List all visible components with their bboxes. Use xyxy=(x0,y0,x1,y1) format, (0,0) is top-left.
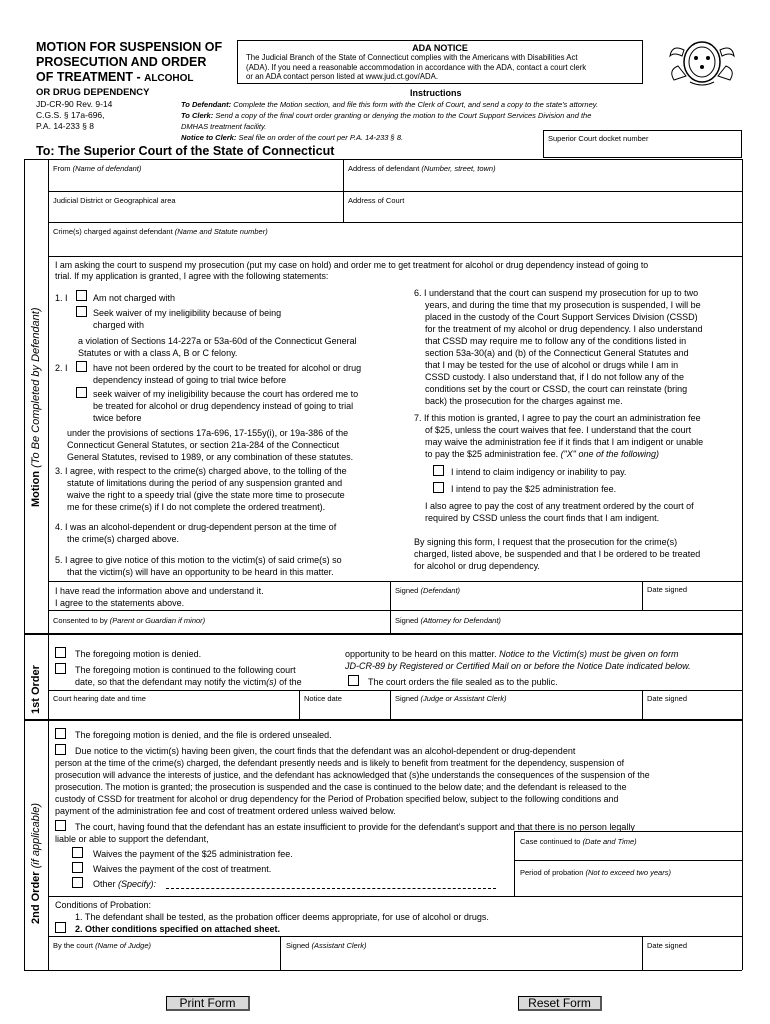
checkbox-order2-insufficient-estate[interactable] xyxy=(55,820,66,831)
defendant-name-label: From (Name of defendant) xyxy=(53,164,142,173)
checkbox-other-conditions[interactable] xyxy=(55,922,66,933)
ada-notice-box xyxy=(237,40,643,84)
print-form-button[interactable]: Print Form xyxy=(166,996,250,1011)
checkbox-seek-waiver-charged[interactable] xyxy=(76,306,87,317)
checkbox-order2-granted[interactable] xyxy=(55,744,66,755)
court-hearing-date-label: Court hearing date and time xyxy=(53,694,146,703)
order1-signature-label: Signed (Judge or Assistant Clerk) xyxy=(395,694,507,703)
checkbox-not-charged[interactable] xyxy=(76,290,87,301)
notice-date-label: Notice date xyxy=(304,694,342,703)
defendant-signature-label: Signed (Defendant) xyxy=(395,586,461,595)
checkbox-order1-sealed[interactable] xyxy=(348,675,359,686)
checkbox-order2-denied[interactable] xyxy=(55,728,66,739)
order1-date-label: Date signed xyxy=(647,694,688,703)
defendant-date-label: Date signed xyxy=(647,585,688,594)
probation-period-label: Period of probation (Not to exceed two years) xyxy=(520,868,671,877)
to-court-heading: To: The Superior Court of the State of Connecticut xyxy=(36,144,335,158)
instruction-notice-clerk: Notice to Clerk: Seal file on order of the court per P.A. 14-233 § 8. xyxy=(181,133,404,142)
case-continued-label: Case continued to (Date and Time) xyxy=(520,837,637,846)
checkbox-seek-waiver-ordered[interactable] xyxy=(76,387,87,398)
crimes-charged-label: Crime(s) charged against defendant (Name and Statute number) xyxy=(53,227,268,236)
checkbox-not-ordered-twice[interactable] xyxy=(76,361,87,372)
judicial-district-label: Judicial District or Geographical area xyxy=(53,196,176,205)
first-order-side-label: 1st Order xyxy=(30,665,42,714)
instruction-clerk-2: DMHAS treatment facility. xyxy=(181,122,267,131)
order2-date-label: Date signed xyxy=(647,941,688,950)
probation-period-field[interactable] xyxy=(515,861,741,896)
ada-text-3: or an ADA contact person listed at www.jud.ct.gov/ADA. xyxy=(246,72,438,81)
checkbox-waive-treatment-cost[interactable] xyxy=(72,862,83,873)
checkbox-waive-admin-fee[interactable] xyxy=(72,847,83,858)
instructions-title: Instructions xyxy=(410,88,462,98)
motion-intro-1: I am asking the court to suspend my prosecution (put my case on hold) and order me to get treatment for alcohol or drug dependency instead of going to xyxy=(55,260,649,270)
ada-title: ADA NOTICE xyxy=(412,43,468,53)
checkbox-other[interactable] xyxy=(72,877,83,888)
form-title: MOTION FOR SUSPENSION OF PROSECUTION AND ORDER OF TREATMENT - ALCOHOL xyxy=(36,40,223,84)
statute-1: C.G.S. § 17a-696, xyxy=(36,110,105,120)
form-subtitle: OR DRUG DEPENDENCY xyxy=(36,87,150,98)
judge-name-label: By the court (Name of Judge) xyxy=(53,941,151,950)
other-specify-input[interactable] xyxy=(166,878,496,889)
docket-number-label: Superior Court docket number xyxy=(548,134,649,143)
court-address-label: Address of Court xyxy=(348,196,405,205)
checkbox-pay-fee[interactable] xyxy=(433,482,444,493)
checkbox-order1-denied[interactable] xyxy=(55,647,66,658)
form-number: JD-CR-90 Rev. 9-14 xyxy=(36,99,113,109)
instruction-clerk: To Clerk: Send a copy of the final court order granting or denying the motion to the Court Support Services Division and the xyxy=(181,111,592,120)
state-seal-icon xyxy=(664,36,740,88)
docket-number-field[interactable] xyxy=(543,130,742,158)
checkbox-order1-continued[interactable] xyxy=(55,663,66,674)
instruction-defendant: To Defendant: Complete the Motion section, and file this form with the Clerk of Court, and send a copy to the state's attorney. xyxy=(181,100,599,109)
checkbox-claim-indigency[interactable] xyxy=(433,465,444,476)
statute-2: P.A. 14-233 § 8 xyxy=(36,121,94,131)
ada-text-1: The Judicial Branch of the State of Connecticut complies with the Americans with Disabilities Act xyxy=(246,53,578,62)
reset-form-button[interactable]: Reset Form xyxy=(518,996,602,1011)
attorney-signature-label: Signed (Attorney for Defendant) xyxy=(395,616,501,625)
motion-intro-2: trial. If my application is granted, I agree with the following statements: xyxy=(55,271,329,281)
defendant-address-label: Address of defendant (Number, street, town) xyxy=(348,164,496,173)
ada-text-2: (ADA). If you need a reasonable accommodation in accordance with the ADA, contact a court clerk xyxy=(246,62,587,72)
assistant-clerk-signature-label: Signed (Assistant Clerk) xyxy=(286,941,367,950)
motion-side-label: Motion (To Be Completed by Defendant) xyxy=(30,307,42,507)
second-order-side-label: 2nd Order (if applicable) xyxy=(30,802,42,924)
consent-label: Consented to by (Parent or Guardian if minor) xyxy=(53,616,206,625)
